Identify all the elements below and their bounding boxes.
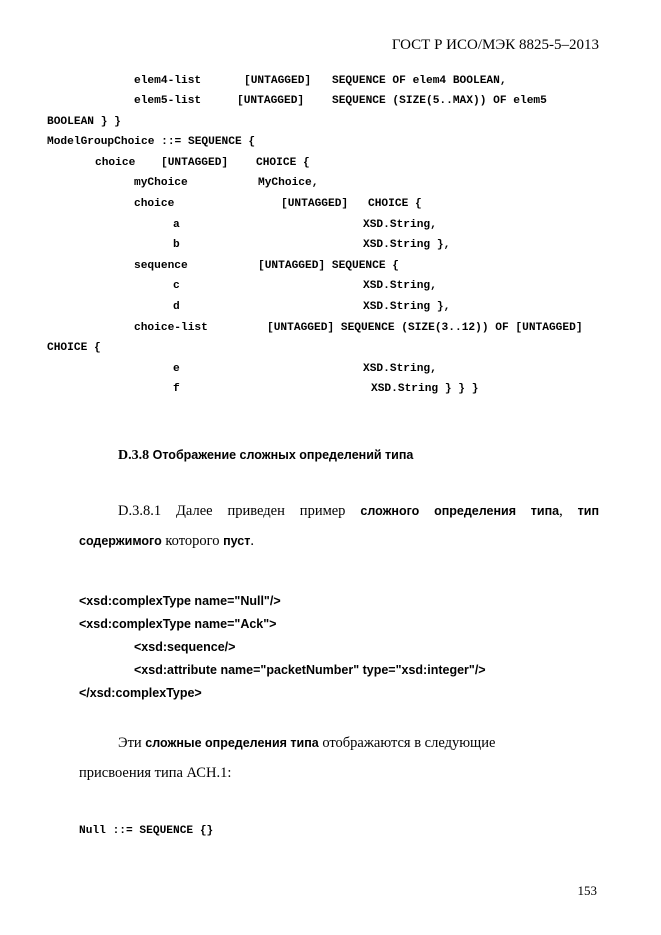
page-number: 153 bbox=[577, 883, 597, 898]
paragraph-mapping: Эти сложные определения типа отображаются в следующие присвоения типа АСН.1: bbox=[79, 735, 496, 781]
section-title: Отображение сложных определений типа bbox=[152, 448, 414, 462]
xml-line: </xsd:complexType> bbox=[79, 686, 202, 700]
paragraph-d381: D.3.8.1 Далее приведен пример сложного определения типа, тип содержимого которого пуст. bbox=[79, 503, 600, 549]
xml-line: <xsd:sequence/> bbox=[134, 640, 236, 654]
xml-line: <xsd:complexType name="Null"/> bbox=[79, 594, 281, 608]
section-heading bbox=[118, 448, 413, 464]
asn1-null-definition: Null ::= SEQUENCE {} bbox=[79, 825, 214, 837]
xml-line: <xsd:attribute name="packetNumber" type="xsd:integer"/> bbox=[134, 663, 486, 677]
section-number: D.3.8 bbox=[118, 448, 150, 463]
document-header: ГОСТ Р ИСО/МЭК 8825-5–2013 bbox=[391, 37, 599, 53]
xml-line: <xsd:complexType name="Ack"> bbox=[79, 617, 277, 631]
